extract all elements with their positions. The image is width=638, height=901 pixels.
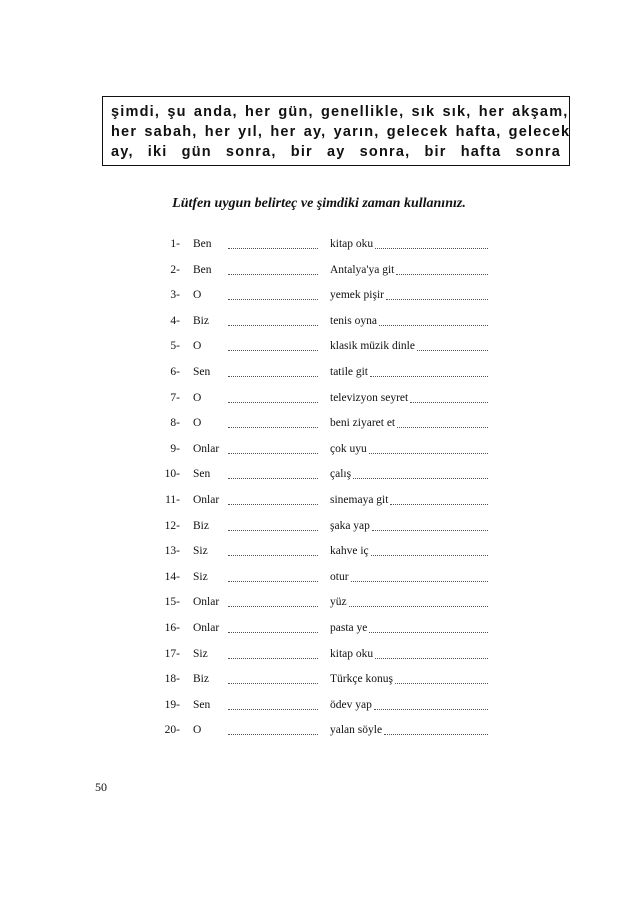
adverb-blank <box>228 683 318 684</box>
exercise-verb: otur <box>330 570 349 583</box>
exercise-number: 8- <box>170 417 180 430</box>
exercise-pronoun: Siz <box>193 545 208 558</box>
page-number: 50 <box>95 780 107 794</box>
exercise-pronoun: O <box>193 340 202 353</box>
exercise-row <box>0 284 638 306</box>
verb-blank <box>351 581 488 582</box>
exercise-number: 17- <box>164 647 180 660</box>
adverb-blank <box>228 632 318 633</box>
exercise-pronoun: Onlar <box>193 442 220 455</box>
exercise-number: 19- <box>164 698 180 711</box>
word-box-line-1: şimdi, şu anda, her gün, genellikle, sık sık, her akşam, <box>111 104 569 120</box>
exercise-pronoun: O <box>193 417 202 430</box>
adverb-blank <box>228 453 318 454</box>
exercise-pronoun: Siz <box>193 647 208 660</box>
adverb-blank <box>228 248 318 249</box>
exercise-row <box>0 668 638 690</box>
adverb-blank <box>228 478 318 479</box>
exercise-pronoun: Sen <box>193 366 211 378</box>
adverb-blank <box>228 274 318 275</box>
exercise-pronoun: Biz <box>193 673 209 686</box>
adverb-blank <box>228 504 318 505</box>
exercise-number: 7- <box>170 391 180 404</box>
exercise-row <box>0 412 638 434</box>
exercise-verb: Antalya'ya git <box>330 263 395 276</box>
exercise-row <box>0 387 638 409</box>
exercise-pronoun: Onlar <box>193 596 220 609</box>
exercise-pronoun: Biz <box>193 314 209 327</box>
exercise-pronoun: O <box>193 391 202 404</box>
exercise-pronoun: Onlar <box>193 494 220 506</box>
exercise-pronoun: Onlar <box>193 622 220 634</box>
exercise-row <box>0 361 638 383</box>
adverb-blank <box>228 734 318 735</box>
adverb-blank <box>228 606 318 607</box>
exercise-number: 5- <box>170 340 180 353</box>
exercise-pronoun: Biz <box>193 519 209 532</box>
verb-blank <box>369 453 488 454</box>
exercise-row <box>0 489 638 511</box>
verb-blank <box>375 658 488 659</box>
exercise-row <box>0 694 638 716</box>
adverb-blank <box>228 325 318 326</box>
verb-blank <box>349 606 488 607</box>
exercise-number: 4- <box>170 314 180 327</box>
exercise-number: 12- <box>164 519 180 532</box>
exercise-row <box>0 643 638 665</box>
exercise-verb: şaka yap <box>330 519 370 532</box>
verb-blank <box>396 274 488 275</box>
exercise-number: 11- <box>165 494 180 506</box>
exercise-number: 10- <box>164 468 180 481</box>
exercise-pronoun: Ben <box>193 238 212 250</box>
exercise-number: 13- <box>164 545 180 558</box>
exercise-pronoun: Siz <box>193 570 208 583</box>
verb-blank <box>390 504 488 505</box>
exercise-verb: televizyon seyret <box>330 391 409 404</box>
verb-blank <box>384 734 488 735</box>
exercise-row <box>0 566 638 588</box>
verb-blank <box>372 530 488 531</box>
verb-blank <box>375 248 488 249</box>
exercise-row <box>0 540 638 562</box>
exercise-verb: sinemaya git <box>330 494 389 506</box>
exercise-verb: kahve iç <box>330 545 369 558</box>
verb-blank <box>353 478 488 479</box>
exercise-verb: yüz <box>330 596 347 609</box>
adverb-blank <box>228 299 318 300</box>
verb-blank <box>410 402 488 403</box>
exercise-row <box>0 233 638 255</box>
exercise-number: 1- <box>170 238 180 250</box>
exercise-row <box>0 591 638 613</box>
exercise-row <box>0 438 638 460</box>
exercise-verb: yalan söyle <box>330 724 383 737</box>
verb-blank <box>369 632 488 633</box>
adverb-blank <box>228 709 318 710</box>
verb-blank <box>386 299 488 300</box>
adverb-blank <box>228 555 318 556</box>
exercise-verb: ödev yap <box>330 698 372 711</box>
exercise-pronoun: Ben <box>193 263 212 276</box>
exercise-number: 15- <box>164 596 180 609</box>
adverb-blank <box>228 530 318 531</box>
exercise-number: 14- <box>164 570 180 583</box>
exercise-verb: klasik müzik dinle <box>330 340 415 353</box>
verb-blank <box>370 376 488 377</box>
exercise-row <box>0 617 638 639</box>
exercise-verb: kitap oku <box>330 238 374 250</box>
exercise-number: 18- <box>164 673 180 686</box>
exercise-number: 16- <box>164 622 180 634</box>
exercise-verb: çalış <box>330 468 352 481</box>
adverb-blank <box>228 350 318 351</box>
exercise-row <box>0 463 638 485</box>
exercise-verb: beni ziyaret et <box>330 417 396 430</box>
verb-blank <box>374 709 488 710</box>
exercise-number: 3- <box>170 289 180 302</box>
adverb-word-box <box>102 96 570 166</box>
exercise-row <box>0 259 638 281</box>
word-box-line-3: ay, iki gün sonra, bir ay sonra, bir hafta sonra <box>111 144 561 160</box>
verb-blank <box>417 350 488 351</box>
verb-blank <box>371 555 488 556</box>
exercise-row <box>0 719 638 741</box>
verb-blank <box>379 325 488 326</box>
adverb-blank <box>228 402 318 403</box>
exercise-number: 6- <box>170 366 180 378</box>
adverb-blank <box>228 376 318 377</box>
exercise-verb: yemek pişir <box>330 289 384 302</box>
verb-blank <box>397 427 488 428</box>
exercise-verb: pasta ye <box>330 622 368 634</box>
exercise-verb: tatile git <box>330 366 369 378</box>
exercise-pronoun: O <box>193 724 202 737</box>
verb-blank <box>395 683 488 684</box>
exercise-verb: tenis oyna <box>330 314 377 327</box>
exercise-pronoun: Sen <box>193 698 211 711</box>
exercise-pronoun: O <box>193 289 202 302</box>
instruction-text: Lütfen uygun belirteç ve şimdiki zaman kullanınız. <box>172 196 466 211</box>
adverb-blank <box>228 658 318 659</box>
exercise-pronoun: Sen <box>193 468 211 481</box>
exercise-row <box>0 515 638 537</box>
exercise-row <box>0 335 638 357</box>
exercise-number: 2- <box>170 263 180 276</box>
exercise-verb: Türkçe konuş <box>330 673 393 686</box>
exercise-verb: çok uyu <box>330 442 367 455</box>
word-box-line-2: her sabah, her yıl, her ay, yarın, gelecek hafta, gelecek <box>111 124 571 140</box>
adverb-blank <box>228 581 318 582</box>
exercise-number: 20- <box>164 724 180 737</box>
exercise-number: 9- <box>170 442 180 455</box>
exercise-verb: kitap oku <box>330 647 374 660</box>
exercise-row <box>0 310 638 332</box>
adverb-blank <box>228 427 318 428</box>
